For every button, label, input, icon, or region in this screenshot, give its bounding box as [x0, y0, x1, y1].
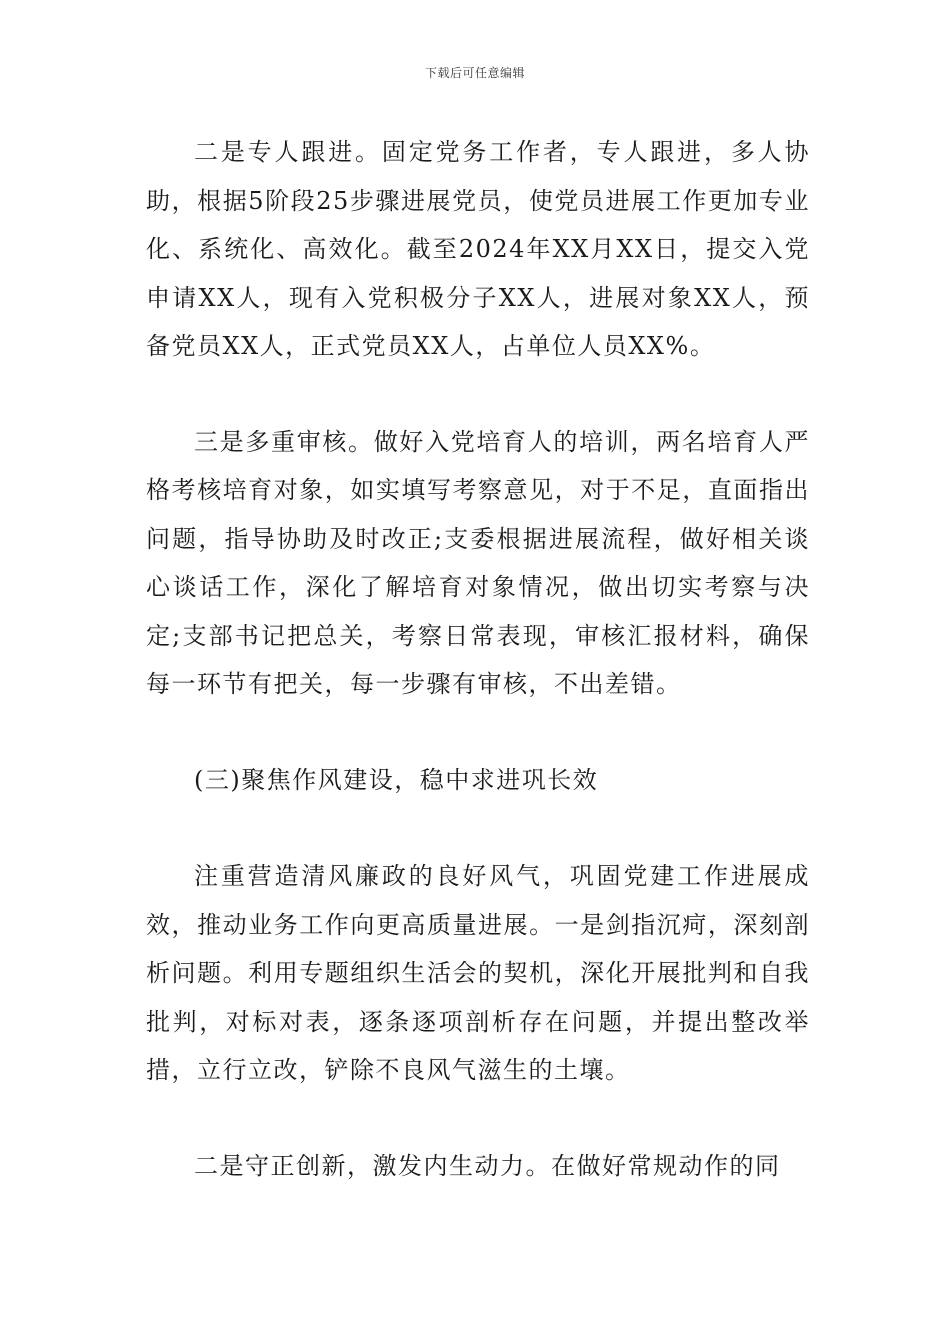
paragraph-clean-governance: 注重营造清风廉政的良好风气，巩固党建工作进展成效，推动业务工作向更高质量进展。一是剑指沉疴，深刻剖析问题。利用专题组织生活会的契机，深化开展批判和自我批判，对标对表，逐条逐项剖析存在问题，并提出整改举措，立行立改，铲除不良风气滋生的土壤。 — [146, 862, 810, 1084]
page-header-note: 下载后可任意编辑 — [424, 66, 525, 80]
document-body — [146, 128, 810, 1190]
section-heading-work-style: (三)聚焦作风建设，稳中求进巩长效 — [194, 765, 599, 794]
paragraph-specialist-followup: 二是专人跟进。固定党务工作者，专人跟进，多人协助，根据5阶段25步骤进展党员，使党员进展工作更加专业化、系统化、高效化。截至2024年XX月XX日，提交入党申请XX人，现有入党积极分子XX人，进展对象XX人，预备党员XX人，正式党员XX人，占单位人员XX%。 — [146, 138, 810, 360]
paragraph-multiple-review: 三是多重审核。做好入党培育人的培训，两名培育人严格考核培育对象，如实填写考察意见，对于不足，直面指出问题，指导协助及时改正;支委根据进展流程，做好相关谈心谈话工作，深化了解培育对象情况，做出切实考察与决定;支部书记把总关，考察日常表现，审核汇报材料，确保每一环节有把关，每一步骤有审核，不出差错。 — [146, 427, 810, 698]
paragraph-innovation: 二是守正创新，激发内生动力。在做好常规动作的同 — [194, 1151, 781, 1180]
